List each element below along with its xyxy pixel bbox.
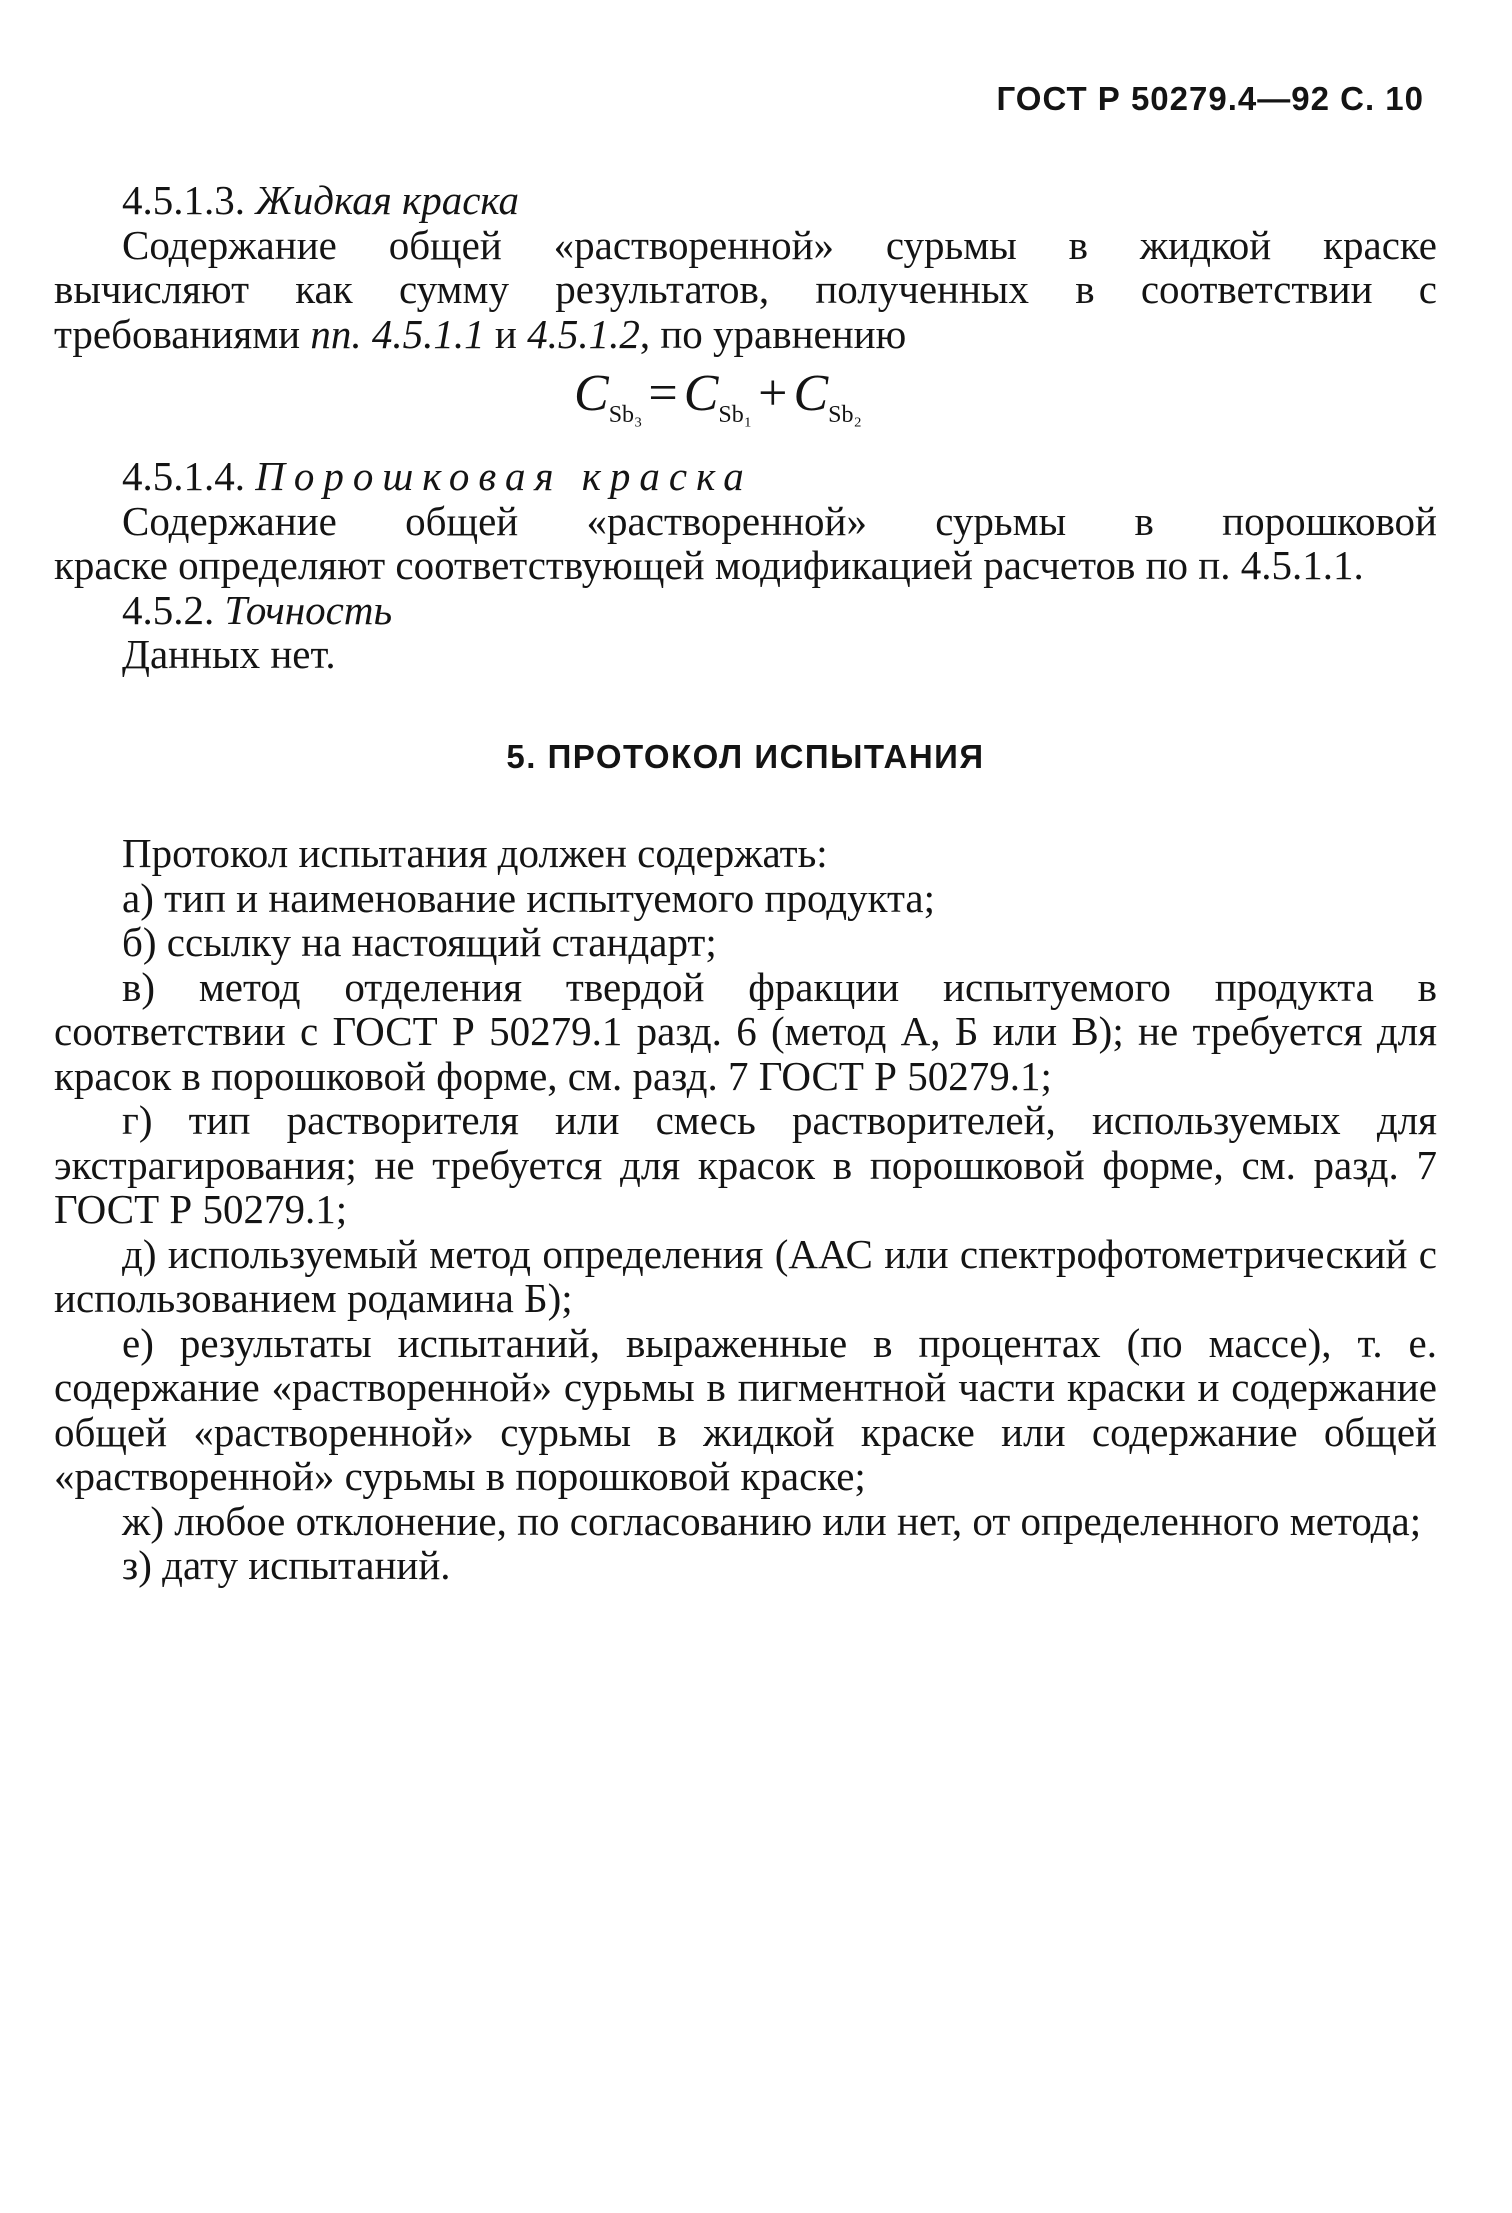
list-item: г) тип растворителя или смесь растворителей, используемых для экстрагирования; не требуется для красок в порошковой форме, см. разд. 7 ГОСТ Р 50279.1; (54, 1097, 1437, 1232)
formula-subscript: Sb₂ (828, 402, 862, 428)
paragraph-line: Содержание общей «растворенной» сурьмы в порошковой (122, 497, 1437, 544)
subsection-title: Порошковая краска (255, 453, 753, 499)
paragraph (54, 267, 1437, 356)
subsection-number: 4.5.2. (122, 586, 215, 633)
subsection-title: Точность (224, 586, 393, 633)
formula-expression (574, 365, 862, 438)
paragraph-text: , по уравнению (639, 310, 907, 357)
paragraph-line: Содержание общей «растворенной» сурьмы в жидкой краске (122, 221, 1437, 268)
paragraph: Данных нет. (122, 631, 336, 677)
formula-variable: C (683, 365, 719, 422)
list-item: а) тип и наименование испытуемого продукта; (122, 874, 936, 921)
subsection-title: Жидкая краска (255, 177, 520, 223)
formula-operator: = (648, 365, 678, 422)
list-item: ж) любое отклонение, по согласованию или нет, от определенного метода; (122, 1497, 1422, 1544)
formula (54, 364, 1437, 454)
formula-subscript: Sb₁ (718, 402, 753, 428)
document-body (54, 178, 1437, 1588)
paragraph-reference: 4.5.1.2 (527, 310, 640, 357)
formula-variable: C (793, 365, 829, 422)
list-item: з) дату испытаний. (122, 1542, 451, 1588)
paragraph-text: вычисляют как сумму результатов, полученных в соответствии с требованиями (54, 266, 1437, 357)
page-header: ГОСТ Р 50279.4—92 С. 10 (996, 80, 1424, 117)
formula-variable: C (574, 365, 609, 422)
list-item: в) метод отделения твердой фракции испытуемого продукта в соответствии с ГОСТ Р 50279.1 разд. 6 (метод А, Б или В); не требуется для красок в порошковой форме, см. разд. 7 ГОСТ Р 50279.1; (54, 963, 1437, 1099)
formula-subscript: Sb₃ (608, 402, 643, 428)
list-item: д) используемый метод определения (ААС или спектрофотометрический с использованием родамина Б); (54, 1230, 1437, 1321)
section-title: 5. ПРОТОКОЛ ИСПЫТАНИЯ (506, 737, 985, 775)
subsection-heading-4513 (54, 178, 1437, 223)
list-item: б) ссылку на настоящий стандарт; (122, 919, 717, 965)
paragraph: краске определяют соответствующей модификацией расчетов по п. 4.5.1.1. (54, 542, 1364, 588)
subsection-heading-4514 (54, 454, 1437, 499)
list-item: е) результаты испытаний, выраженные в процентах (по массе), т. е. содержание «растворенной» сурьмы в пигментной части краски и содержание общей «растворенной» сурьмы в жидкой краске или содержание общей «растворенной» сурьмы в порошковой краске; (54, 1319, 1437, 1499)
paragraph-text: и (484, 310, 528, 357)
section-intro: Протокол испытания должен содержать: (122, 830, 828, 876)
subsection-number: 4.5.1.4. (122, 453, 245, 499)
paragraph-reference: пп. 4.5.1.1 (310, 310, 485, 357)
subsection-heading-452 (54, 588, 1437, 633)
formula-operator: + (758, 365, 788, 422)
subsection-number: 4.5.1.3. (122, 177, 245, 223)
